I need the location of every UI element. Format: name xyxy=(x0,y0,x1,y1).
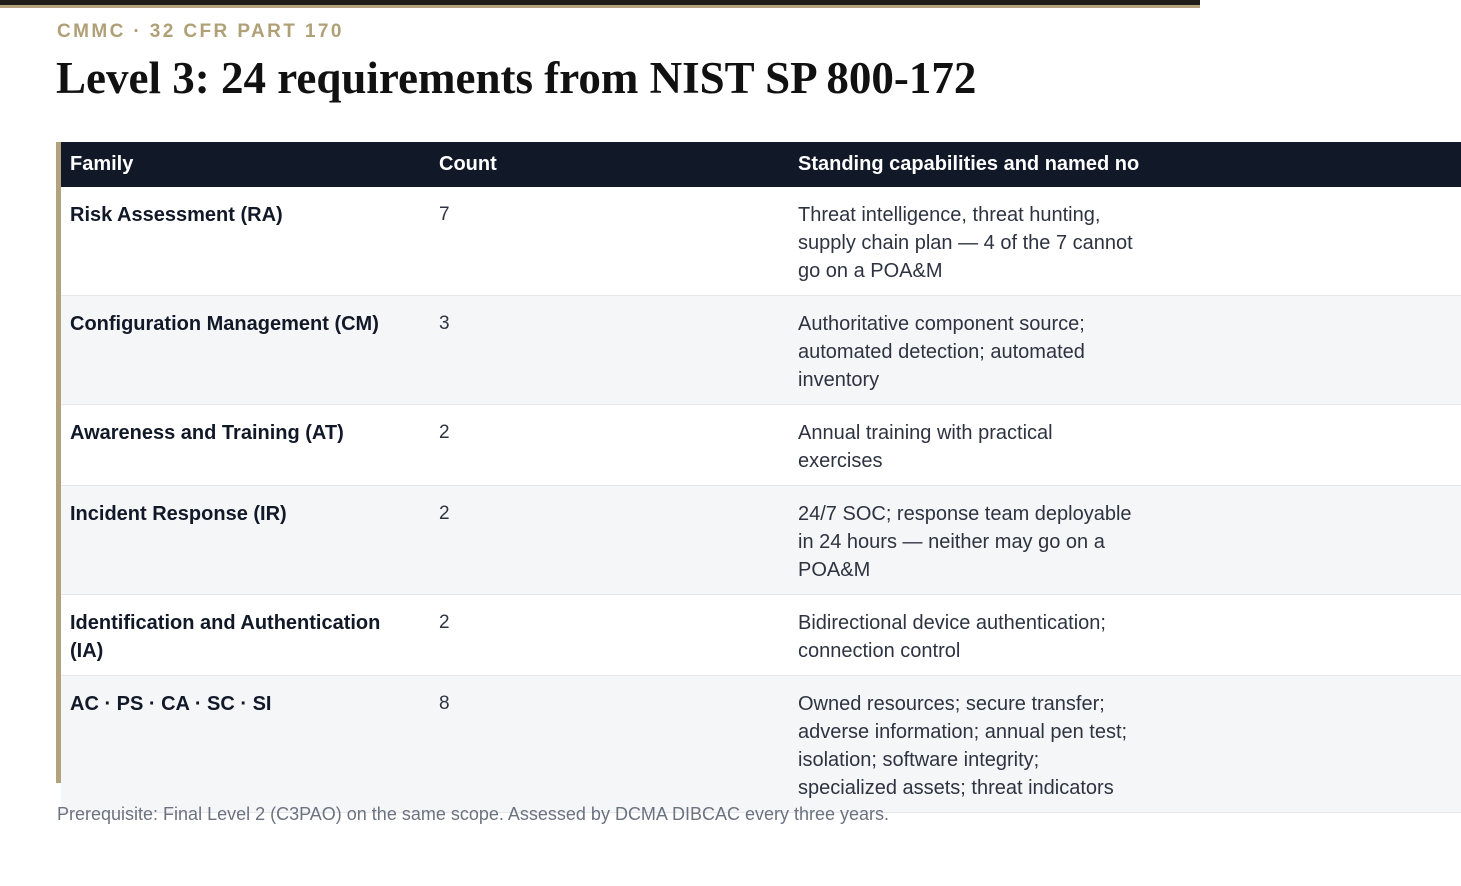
requirements-table xyxy=(56,142,1144,799)
count-cell: 2 xyxy=(430,486,789,595)
eyebrow: CMMC · 32 CFR PART 170 xyxy=(57,21,344,42)
table-row xyxy=(61,405,1461,486)
table-row xyxy=(61,187,1461,296)
table-row xyxy=(61,676,1461,813)
page-title: Level 3: 24 requirements from NIST SP 800-172 xyxy=(56,53,977,103)
footnote: Prerequisite: Final Level 2 (C3PAO) on the same scope. Assessed by DCMA DIBCAC every three years. xyxy=(57,804,890,824)
capabilities-cell xyxy=(789,296,1461,405)
capabilities-cell xyxy=(789,595,1461,676)
capabilities-text: 24/7 SOC; response team deployable in 24 hours — neither may go on a POA&M xyxy=(798,503,1132,581)
family-cell: Configuration Management (CM) xyxy=(61,296,430,405)
capabilities-cell xyxy=(789,187,1461,296)
family-cell: Risk Assessment (RA) xyxy=(61,187,430,296)
count-cell: 8 xyxy=(430,676,789,813)
family-cell: Awareness and Training (AT) xyxy=(61,405,430,486)
capabilities-cell xyxy=(789,486,1461,595)
capabilities-text: Owned resources; secure transfer; adverse information; annual pen test; isolation; software integrity; specialized assets; threat indicators xyxy=(798,693,1128,799)
column-header-capabilities: Standing capabilities and named no xyxy=(789,142,1461,187)
table-row xyxy=(61,486,1461,595)
count-cell: 7 xyxy=(430,187,789,296)
capabilities-text: Authoritative component source; automated detection; automated inventory xyxy=(798,313,1085,391)
table-header-row xyxy=(61,142,1461,187)
family-cell: AC · PS · CA · SC · SI xyxy=(61,676,430,813)
count-cell: 2 xyxy=(430,405,789,486)
column-header-family: Family xyxy=(61,142,430,187)
table-row xyxy=(61,296,1461,405)
count-cell: 3 xyxy=(430,296,789,405)
table-row xyxy=(61,595,1461,676)
count-cell: 2 xyxy=(430,595,789,676)
column-header-count: Count xyxy=(430,142,789,187)
top-rule xyxy=(0,0,1200,8)
capabilities-text: Annual training with practical exercises xyxy=(798,422,1053,472)
capabilities-text: Threat intelligence, threat hunting, supply chain plan — 4 of the 7 cannot go on a POA&M xyxy=(798,204,1133,282)
capabilities-cell xyxy=(789,676,1461,813)
capabilities-cell xyxy=(789,405,1461,486)
capabilities-text: Bidirectional device authentication; connection control xyxy=(798,612,1106,662)
family-cell: Incident Response (IR) xyxy=(61,486,430,595)
family-cell: Identification and Authentication (IA) xyxy=(61,595,430,676)
